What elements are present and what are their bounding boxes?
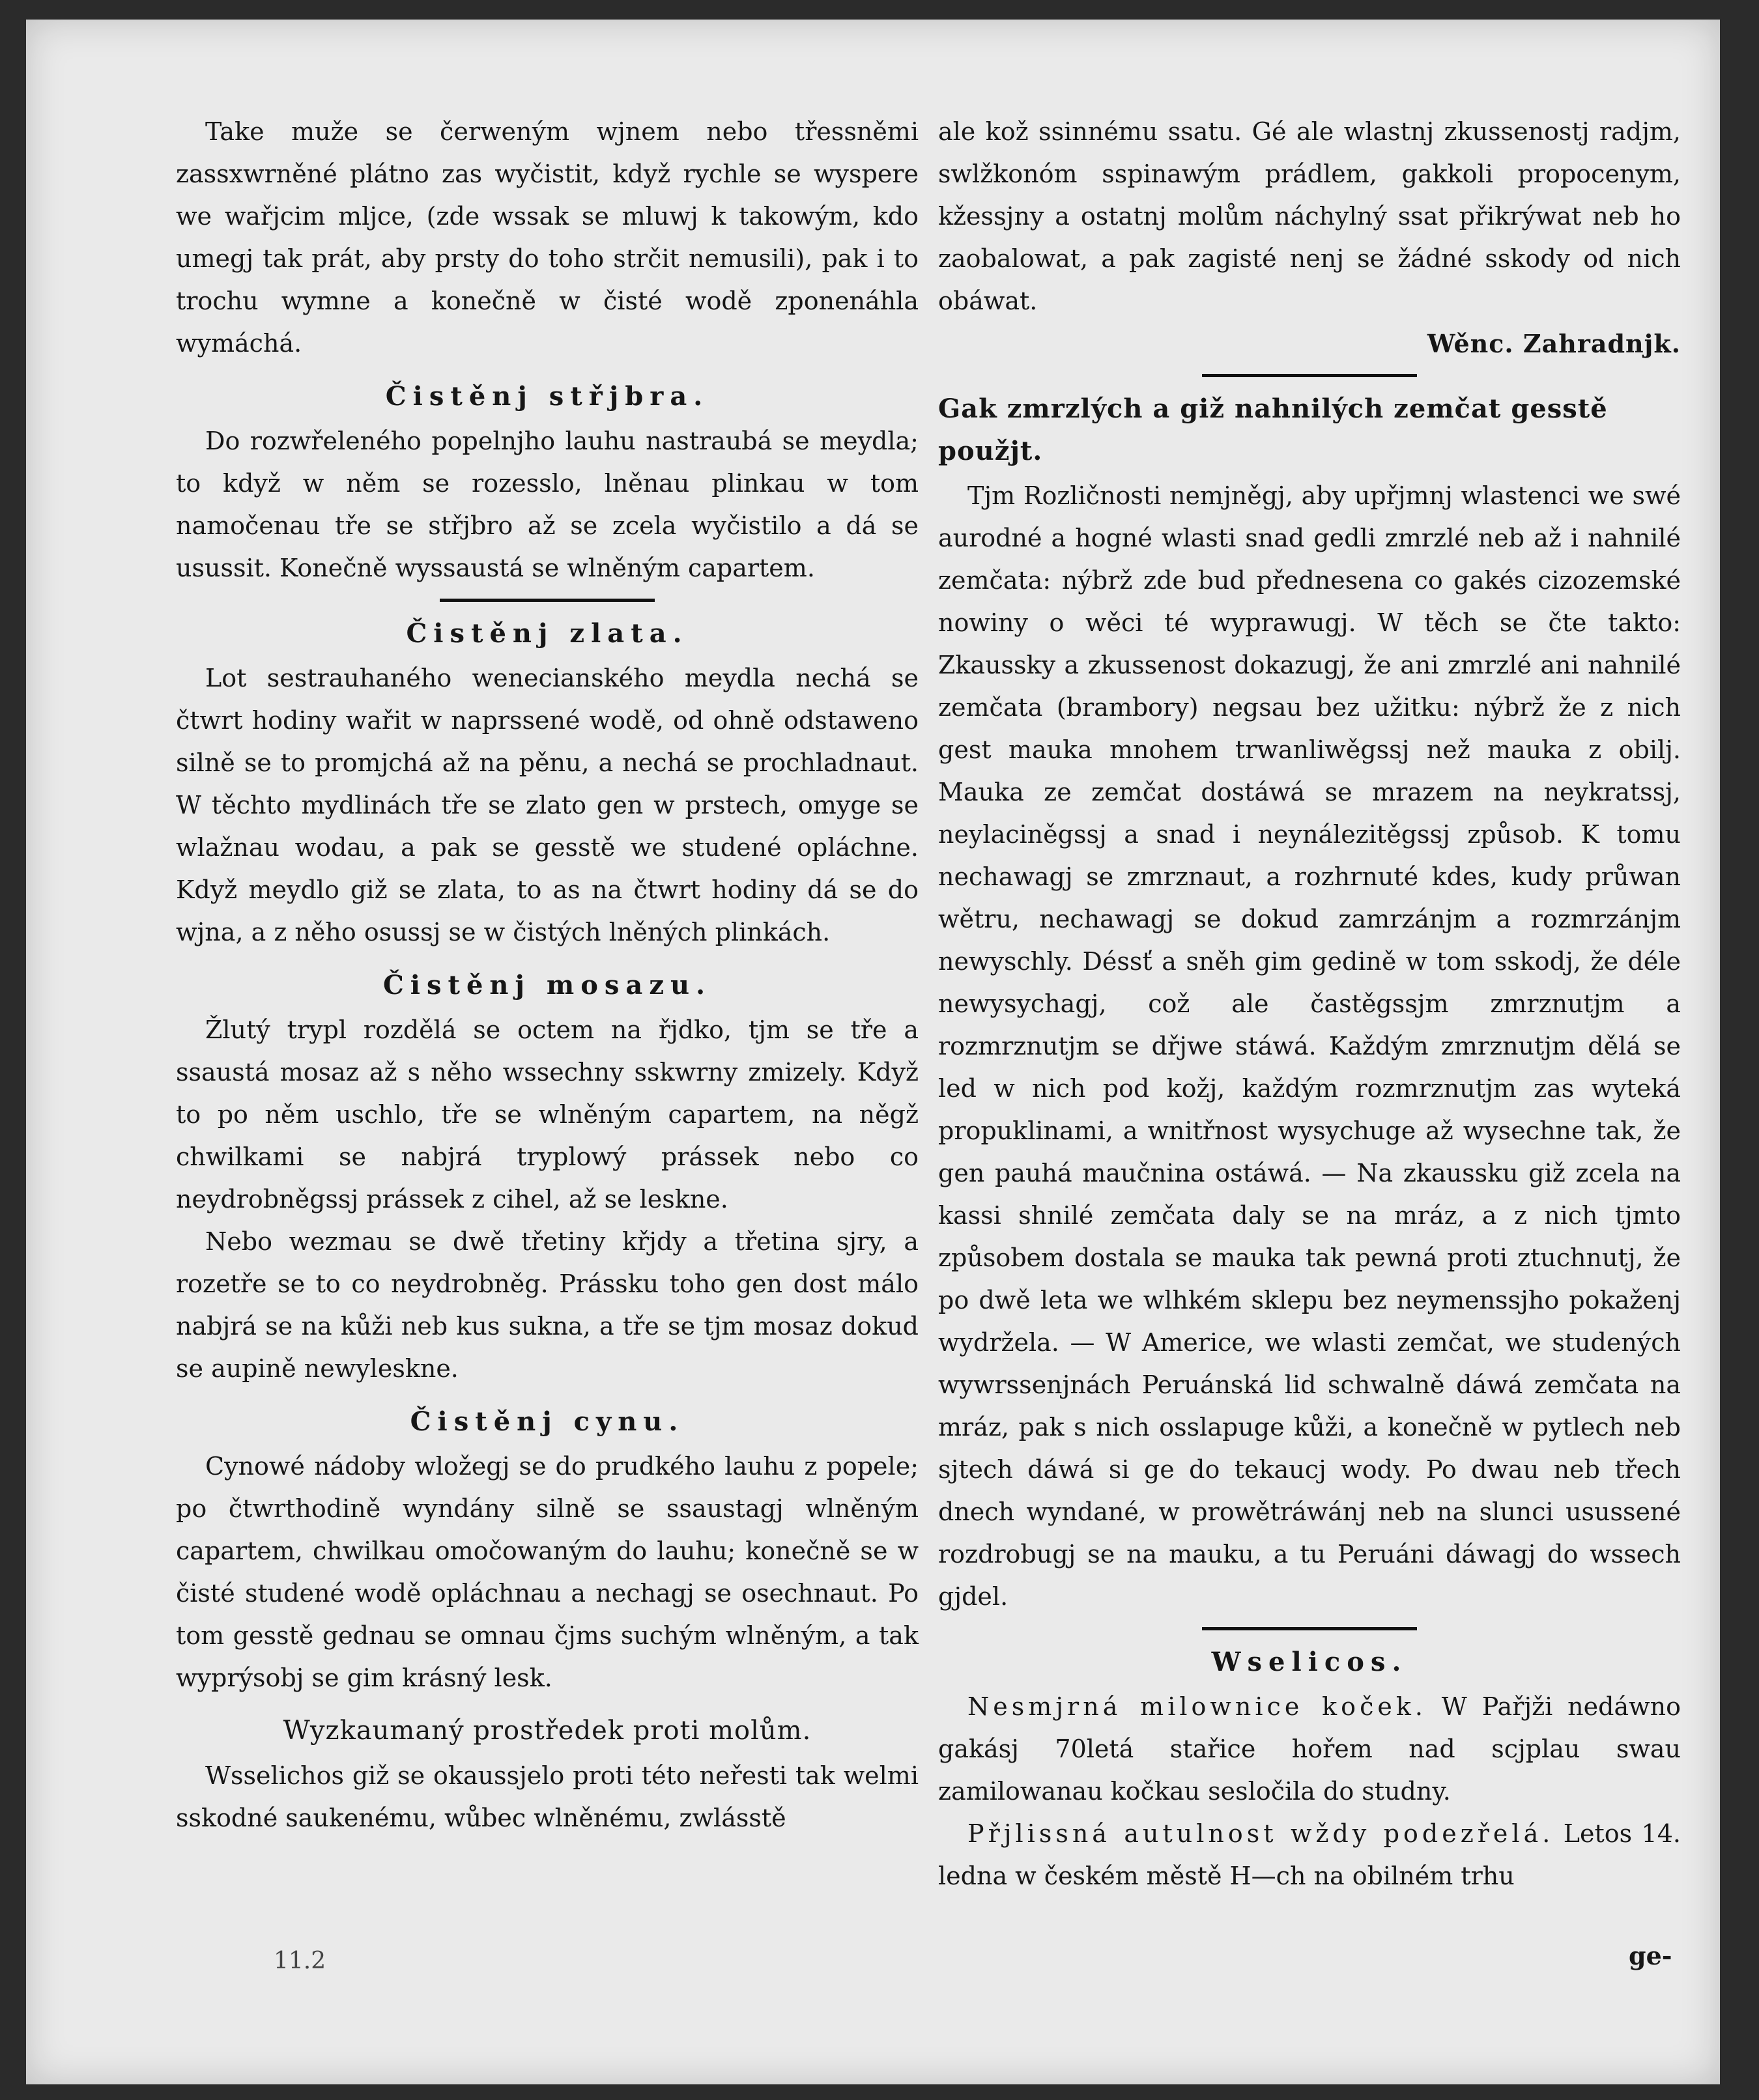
- misc-item-2-lead: Přjlissná autulnost wždy podezřelá.: [967, 1819, 1554, 1848]
- left-column: [176, 111, 919, 1839]
- misc-item-1: [938, 1686, 1681, 1813]
- section-text-tin: Cynowé nádoby wložegj se do prudkého lauhu z popele; po čtwrthodině wyndány silně se ssaustagj wlněným capartem, chwilkau omočowaným do lauhu; konečně se w čisté studené wodě opláchnau a nechagj se osechnaut. Po tom gesstě gednau se omnau čjms suchým wlněným, a tak wyprýsobj se gim krásný lesk.: [176, 1452, 919, 1692]
- intro-paragraph: Take muže se čerweným wjnem nebo třessněmi zassxwrněné plátno zas wyčistit, když rychle se wyspere we wařjcim mljce, (zde wssak se mluwj k takowým, kdo umegj tak prát, aby prsty do toho strčit nemusili), pak i to trochu wymne a konečně w čisté wodě zponenáhla wymáchá.: [176, 117, 919, 358]
- misc-item-1-text: W Pařjži nedáwno gakásj 70letá stařice hořem nad scjplau swau zamilowanau kočkau sesločila do studny.: [938, 1692, 1681, 1806]
- section-text-silver: Do rozwřeleného popelnjho lauhu nastraubá se meydla; to když w něm se rozesslo, lněnau plinkau w tom namočenau tře se střjbro až se zcela wyčistilo a dá se usussit. Konečně wyssaustá se wlněným capartem.: [176, 427, 919, 582]
- misc-item-2-text: Letos 14. ledna w českém městě H—ch na obilném trhu: [938, 1819, 1681, 1890]
- section-text-potatoes: Tjm Rozličnosti nemjněgj, aby upřjmnj wlastenci we swé aurodné a hogné wlasti snad gedli zmrzlé neb až i nahnilé zemčata: nýbrž zde bud přednesena co gakés cizozemské nowiny o wěci té wyprawugj. W těch se čte takto: Zkaussky a zkussenost dokazugj, že ani zmrzlé ani nahnilé zemčata (brambory) negsau bez užitku: nýbrž že z nich gest mauka mnohem trwanliwěgssj než mauka z obilj. Mauka ze zemčat dostáwá se mrazem na neykratssj, neylaciněgssj a snad i neynálezitěgssj způsob. K tomu nechawagj se zmrznaut, a rozhrnuté kdes, kudy průwan wětru, nechawagj se dokud zamrzánjm a rozmrzánjm newyschly. Déssť a sněh gim gedině w tom sskodj, že déle newysychagj, což ale častěgssjm zmrznutjm a rozmrznutjm se dřjwe stáwá. Každým zmrznutjm dělá se led w nich pod kožj, každým rozmrznutjm zas wyteká propuklinami, a wnitřnost wysychuge až wysechne tak, že gen pauhá maučnina ostáwá. — Na zkaussku giž zcela na kassi shnilé zemčata daly se na mráz, a z nich tjmto způsobem dostala se mauka tak pewná proti ztuchnutj, že po dwě leta we wlhkém sklepu bez neymenssjho pokaženj wydržela. — W Americe, we wlasti zemčat, we studených wywrssenjnách Peruánská lid schwalně dáwá zemčata na mráz, pak s nich osslapuge kůži, a konečně w pytlech neb sjtech dáwá si ge do tekaucj wody. Po dwau neb třech dnech wyndané, w prowětráwánj neb na slunci usussené rozdrobugj se na mauku, a tu Peruáni dáwagj do wssech gjdel.: [938, 481, 1681, 1611]
- section-text-moths: Wsselichos giž se okaussjelo proti této neřesti tak welmi sskodné saukenému, wůbec wlněnému, zwlásstě: [176, 1761, 919, 1832]
- newspaper-page: [26, 20, 1720, 2084]
- divider: [1202, 374, 1417, 377]
- divider: [1202, 1627, 1417, 1630]
- misc-item-1-lead: Nesmjrná milownice koček.: [967, 1692, 1427, 1721]
- section-text-brass-1: Žlutý trypl rozdělá se octem na řjdko, tjm se tře a ssaustá mosaz až s něho wssechny sskwrny zmizely. Když to po něm uschlo, tře se wlněným capartem, na něgž chwilkami se nabjrá tryplowý prássek nebo co neydrobněgssj prássek z cihel, až se leskne.: [176, 1015, 919, 1213]
- section-title-silver: Čistěnj střjbra.: [385, 381, 709, 412]
- author-signature: Wěnc. Zahradnjk.: [1427, 329, 1681, 358]
- right-column: [938, 111, 1681, 1897]
- section-title-brass: Čistěnj mosazu.: [382, 970, 712, 1000]
- section-text-gold: Lot sestrauhaného wenecianského meydla nechá se čtwrt hodiny wařit w naprssené wodě, od ohně odstaweno silně se to promjchá až na pěnu, a nechá se prochladnaut. W těchto mydlinách tře se zlato gen w prstech, omyge se wlažnau wodau, a pak se gesstě we studené opláchne. Když meydlo giž se zlata, to as na čtwrt hodiny dá se do wjna, a z něho osussj se w čistých lněných plinkách.: [176, 664, 919, 946]
- section-text-brass-2: Nebo wezmau se dwě třetiny křjdy a třetina sjry, a rozetře se to co neydrobněg. Prássku toho gen dost málo nabjrá se na kůži neb kus sukna, a tře se tjm mosaz dokud se aupině newyleskne.: [176, 1227, 919, 1383]
- misc-item-2: [938, 1813, 1681, 1897]
- section-title-gold: Čistěnj zlata.: [406, 618, 689, 649]
- continued-text: ale kož ssinnému ssatu. Gé ale wlastnj zkussenostj radjm, swlžkonóm sspinawým prádlem, gakkoli propocenym, kžessjny a ostatnj molům náchylný ssat přikrýwat neb ho zaobalowat, a pak zagisté nenj se žádné sskody od nich obáwat.: [938, 117, 1681, 315]
- divider: [440, 599, 655, 602]
- section-title-moths: Wyzkaumaný prostředek proti molům.: [283, 1716, 812, 1746]
- page-mark: 11.2: [274, 1948, 326, 1974]
- section-title-potatoes: Gak zmrzlých a giž nahnilých zemčat gesstě použjt.: [938, 393, 1608, 466]
- section-title-tin: Čistěnj cynu.: [410, 1406, 685, 1437]
- catchword: ge-: [1629, 1941, 1672, 1970]
- section-title-miscellany: Wselicos.: [1211, 1647, 1408, 1677]
